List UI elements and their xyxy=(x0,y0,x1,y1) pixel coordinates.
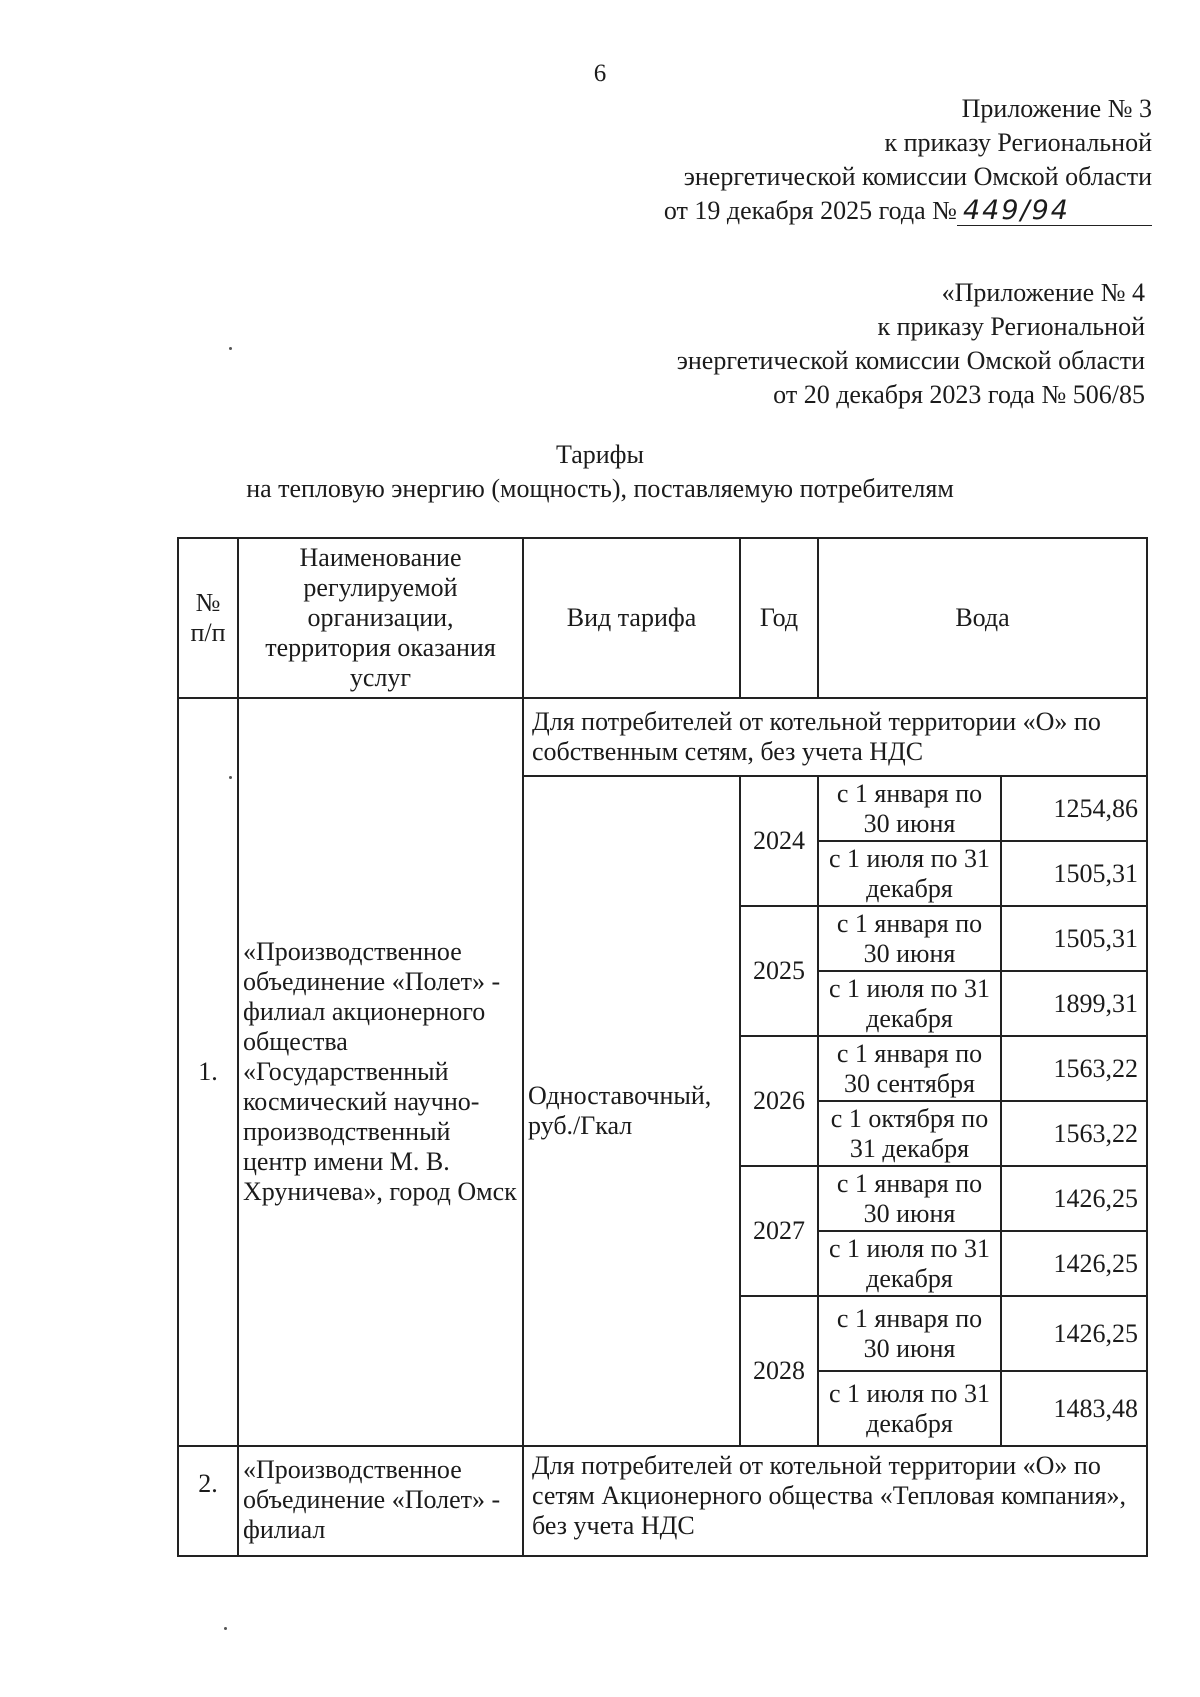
value-cell: 1426,25 xyxy=(1001,1166,1147,1231)
value-cell: 1426,25 xyxy=(1001,1231,1147,1296)
row1-tariff-type: Одноставочный, руб./Гкал xyxy=(523,776,740,1446)
value-cell: 1426,25 xyxy=(1001,1296,1147,1371)
period-cell: с 1 января по 30 сентября xyxy=(818,1036,1001,1101)
period-cell: с 1 января по 30 июня xyxy=(818,1296,1001,1371)
period-cell: с 1 января по 30 июня xyxy=(818,776,1001,841)
row2-section-heading: Для потребителей от котельной территории «О» по сетям Акционерного общества «Тепловая компания», без учета НДС xyxy=(523,1446,1147,1556)
year-cell: 2025 xyxy=(740,906,818,1036)
period-cell: с 1 июля по 31 декабря xyxy=(818,971,1001,1036)
page-number: 6 xyxy=(593,60,607,87)
title-main: Тарифы xyxy=(555,440,644,469)
header-water: Вода xyxy=(818,538,1147,698)
period-cell: с 1 января по 30 июня xyxy=(818,1166,1001,1231)
appendix-4-header xyxy=(677,276,1145,412)
scan-speck xyxy=(229,347,232,350)
appendix-3-date-line xyxy=(664,194,1152,228)
header-org: Наименование регулируемой организации, территория оказания услуг xyxy=(238,538,523,698)
year-cell: 2027 xyxy=(740,1166,818,1296)
value-cell: 1505,31 xyxy=(1001,841,1147,906)
header-tariff-type: Вид тарифа xyxy=(523,538,740,698)
period-cell: с 1 октября по 31 декабря xyxy=(818,1101,1001,1166)
row1-org: «Производственное объединение «Полет» - филиал акционерного общества «Государственный космический научно-производственный центр имени М. В. Хруничева», город Омск xyxy=(238,698,523,1446)
year-cell: 2028 xyxy=(740,1296,818,1446)
scan-speck xyxy=(229,776,232,779)
appendix-4-line2: к приказу Региональной xyxy=(877,312,1145,341)
table-header-row xyxy=(178,538,1147,698)
appendix-3-line3: энергетической комиссии Омской области xyxy=(683,162,1152,191)
value-cell: 1483,48 xyxy=(1001,1371,1147,1446)
appendix-3-title: Приложение № 3 xyxy=(961,94,1152,123)
period-cell: с 1 июля по 31 декабря xyxy=(818,1371,1001,1446)
year-cell: 2026 xyxy=(740,1036,818,1166)
period-cell: с 1 января по 30 июня xyxy=(818,906,1001,971)
row1-section-heading: Для потребителей от котельной территории «О» по собственным сетям, без учета НДС xyxy=(523,698,1147,776)
table-row xyxy=(178,1446,1147,1556)
year-cell: 2024 xyxy=(740,776,818,906)
header-year: Год xyxy=(740,538,818,698)
row2-org: «Производственное объединение «Полет» - филиал xyxy=(238,1446,523,1556)
table-row xyxy=(178,698,1147,776)
row2-num: 2. xyxy=(178,1446,238,1556)
title-subtitle: на тепловую энергию (мощность), поставляемую потребителям xyxy=(246,474,954,503)
value-cell: 1563,22 xyxy=(1001,1036,1147,1101)
document-title xyxy=(0,438,1200,506)
handwritten-order-number: 449/94 xyxy=(957,197,1152,226)
appendix-3-date: от 19 декабря 2025 года № xyxy=(663,196,957,225)
appendix-3-line2: к приказу Региональной xyxy=(884,128,1152,157)
value-cell: 1505,31 xyxy=(1001,906,1147,971)
row1-num: 1. xyxy=(178,698,238,1446)
value-cell: 1563,22 xyxy=(1001,1101,1147,1166)
appendix-4-title: «Приложение № 4 xyxy=(941,278,1145,307)
scan-speck xyxy=(224,1627,227,1630)
appendix-4-line4: от 20 декабря 2023 года № 506/85 xyxy=(773,380,1145,409)
tariff-table xyxy=(177,537,1148,1557)
period-cell: с 1 июля по 31 декабря xyxy=(818,841,1001,906)
header-num: № п/п xyxy=(178,538,238,698)
value-cell: 1254,86 xyxy=(1001,776,1147,841)
period-cell: с 1 июля по 31 декабря xyxy=(818,1231,1001,1296)
value-cell: 1899,31 xyxy=(1001,971,1147,1036)
appendix-3-header xyxy=(664,92,1152,228)
appendix-4-line3: энергетической комиссии Омской области xyxy=(676,346,1145,375)
